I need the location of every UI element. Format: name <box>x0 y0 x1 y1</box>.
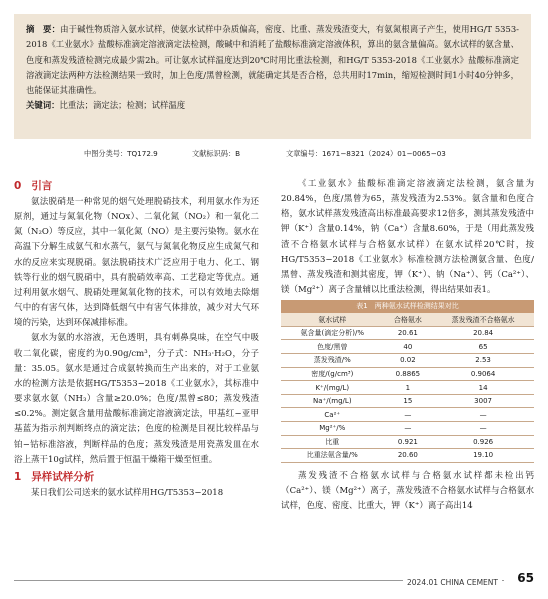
table-row <box>281 422 534 436</box>
table-cell: 0.02 <box>384 354 433 368</box>
section-heading-sample-analysis <box>14 468 259 486</box>
table-row-label: K⁺/(mg/L) <box>281 381 384 395</box>
article-number: 文章编号：1671−8321（2024）01−0065−03 <box>286 149 446 158</box>
abstract-label: 摘 要： <box>26 24 61 34</box>
table-caption: 表1 两种氨水试样检测结果对比 <box>281 300 534 313</box>
table-row <box>281 381 534 395</box>
table-row <box>281 367 534 381</box>
paragraph: 某日我们公司送来的氨水试样用HG/T5353−2018 <box>31 487 224 498</box>
table-header: 合格氨水 <box>384 313 433 326</box>
table-cell: 40 <box>384 340 433 354</box>
paragraph: 蒸发残渣不合格氨水试样与合格氨水试样都未检出钙（Ca²⁺）、镁（Mg²⁺）离子，蒸发残渣不合格氨水试样与合格氨水试样，色度、密度、比重大，钾（K⁺）离子高出14 <box>281 470 534 512</box>
paragraph: 《工业氨水》盐酸标准滴定溶液滴定法检测，氨含量为20.84%，色度/黑曾为65，蒸发残渣为2.53%。氨含量和色度合格，氨水试样蒸发残渣高出标准最高要求12倍多，测其蒸发残渣中钾（K⁺）含量0.14%，钠（Ca⁺）含量8.60%，于是（用此蒸发残渣不合格氨水试样与合格氨水试样）在氨水试样20℃时，按HG/T5353−2018《工业氨水》标准检测方法检测氨含量、色度/黑曾、蒸发残渣和测其密度，钾（K⁺）、钠（Na⁺）、钙（Ca²⁺）、镁（Mg²⁺）离子含量辅以比重法检测，得出结果如表1。 <box>281 179 534 296</box>
table-row-label: Mg²⁺/% <box>281 422 384 436</box>
section-number: 0 <box>14 180 22 192</box>
table-row <box>281 354 534 368</box>
table-row <box>281 408 534 422</box>
table-cell: — <box>432 422 534 436</box>
left-column <box>14 177 259 501</box>
table-row-label: 蒸发残渣/% <box>281 354 384 368</box>
table-cell: — <box>384 408 433 422</box>
article-meta <box>0 147 548 161</box>
table-cell: 0.8865 <box>384 367 433 381</box>
table-cell: 0.926 <box>432 435 534 449</box>
right-column <box>281 177 534 514</box>
table-row-label: Na⁺/(mg/L) <box>281 394 384 408</box>
abstract-text: 由于碱性物质溶入氨水试样，使氨水试样中杂质偏高，密度、比重、蒸发残渣变大，有氨氮根离子产生，使用HG/T 5353-2018《工业氨水》盐酸标准滴定溶液滴定法检测，酸碱中和消耗了盐酸标准滴定溶液体积，算出的氨含量偏高。氨水试样的氨含量、色度和蒸发残渣检测完成最少需2h。可让氨水试样温度达到20℃时用比重法检测，和HG/T 5353-2018《工业氨水》盐酸标准滴定溶液滴定法两种方法检测结果一致时，加上色度/黑曾检测，就能确定其是否合格，总共用时17min，缩短检测时间1小时40分钟多，也能保证其准确性。 <box>26 24 519 96</box>
section-heading-introduction <box>14 177 259 195</box>
table-row <box>281 326 534 340</box>
paragraph: 氨水为氨的水溶液，无色透明，具有刺鼻臭味，在空气中吸收二氧化碳，密度约为0.90g/cm³，分子式：NH₃·H₂O，分子量：35.05。氨水是通过合成氨转换而生产出来的，对于工业氨水的检测方法是依据HG/T5353−2018《工业氨水》，其标准中要求氨水氨（NH₃）含量≥20.0%；色度/黑曾≤80；蒸发残渣≤0.2%。测定氨含量用盐酸标准滴定溶液滴定法，甲基红−亚甲基蓝为指示剂判断终点的滴定法；色度的检测是目视比较样品与铂−钴标准溶液，判断样品的色度；蒸发残渣是用瓷蒸发皿在水浴上蒸干10g试样，然后置于恒温干燥箱干燥至恒重。 <box>14 333 259 465</box>
clc-number: 中图分类号：TQ172.9 <box>84 149 158 158</box>
table-header: 氨水试样 <box>281 313 384 326</box>
document-code: 文献标识码：B <box>192 149 241 158</box>
table-cell: 1 <box>384 381 433 395</box>
section-title: 引言 <box>31 180 53 192</box>
table-row <box>281 340 534 354</box>
abstract-box <box>14 14 531 139</box>
table-cell: 65 <box>432 340 534 354</box>
keywords-label: 关键词： <box>26 100 60 111</box>
journal-name: 2024.01 CHINA CEMENT <box>403 578 502 587</box>
table-cell: 0.9064 <box>432 367 534 381</box>
page-number: 65 <box>517 571 534 585</box>
keywords-text: 比重法；滴定法；检测；试样温度 <box>59 100 186 111</box>
table-cell: 19.10 <box>432 449 534 463</box>
table-cell: 14 <box>432 381 534 395</box>
table-cell: 20.61 <box>384 326 433 340</box>
table-row <box>281 394 534 408</box>
table-row <box>281 435 534 449</box>
table-cell: — <box>384 422 433 436</box>
table-row-label: 比重 <box>281 435 384 449</box>
table-header: 蒸发残渣不合格氨水 <box>432 313 534 326</box>
table-row <box>281 449 534 463</box>
table-cell: — <box>432 408 534 422</box>
table-cell: 2.53 <box>432 354 534 368</box>
page-footer <box>0 568 548 599</box>
paragraph: 氨法脱硝是一种常见的烟气处理脱硝技术，利用氨水作为还原剂，通过与氮氧化物（NOx）、二氧化氮（NO₂）和一氧化二氮（N₂O）等反应，其中一氧化氮（NO）是主要污染物。氨水在高温下分解生成氨气和水蒸气，氨气与氮氧化物反应生成氮气和水的反应来实现脱硝。氨法脱硝技术广泛应用于电力、化工、钢铁等行业的烟气脱硝中，具有脱硝效率高、工艺稳定等优点。通过利用氨水烟气、脱硝处理氮氧化物的技术，可以有效地去除烟气中的有害气体，达到降低烟气中有害气体排放，减少对大气环境的污染，达到环保减排标准。 <box>14 197 259 329</box>
results-table <box>281 313 534 463</box>
table-cell: 3007 <box>432 394 534 408</box>
table-row-label: 比重法氨含量/% <box>281 449 384 463</box>
section-title: 异样试样分析 <box>31 470 95 483</box>
section-number: 1 <box>14 470 22 483</box>
table-cell: 15 <box>384 394 433 408</box>
table-row-label: Ca²⁺ <box>281 408 384 422</box>
table-cell: 20.84 <box>432 326 534 340</box>
table-header-row <box>281 313 534 326</box>
table-cell: 0.921 <box>384 435 433 449</box>
table-cell: 20.60 <box>384 449 433 463</box>
table-row-label: 氨含量(滴定分析)/% <box>281 326 384 340</box>
table-row-label: 色度/黑曾 <box>281 340 384 354</box>
table-row-label: 密度/(g/cm³) <box>281 367 384 381</box>
